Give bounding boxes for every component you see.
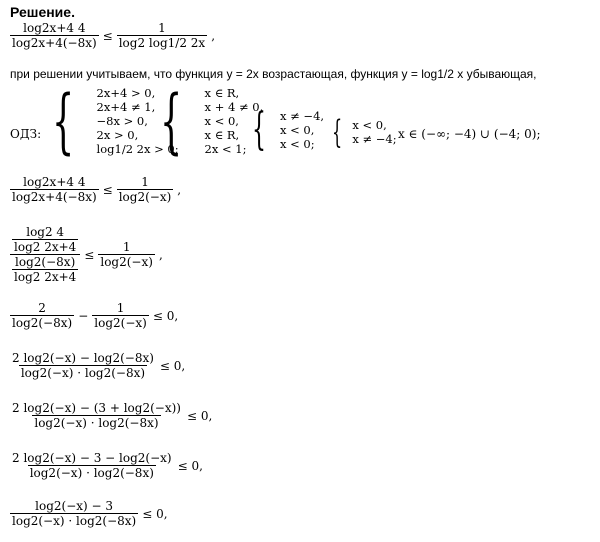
fraction-numerator: log2x+4 4 <box>23 175 86 189</box>
operator-sign: − <box>78 308 89 323</box>
system-condition: 2x+4 > 0, <box>96 86 156 100</box>
fraction-numerator: 2 log2(−x) − (3 + log2(−x)) <box>12 401 181 415</box>
system-condition: x < 0, <box>352 118 387 132</box>
relation-sign: ≤ <box>102 28 113 43</box>
solution-heading: Решение. <box>10 4 75 20</box>
inner-fraction <box>12 226 78 253</box>
fraction-denominator: log2(−x) · log2(−8x) <box>29 466 154 480</box>
compound-fraction <box>10 226 80 283</box>
fraction-numerator: log2(−8x) <box>15 255 76 269</box>
step-1 <box>10 176 181 203</box>
fraction-numerator: 1 <box>116 301 125 315</box>
fraction-denominator: log2x+4(−8x) <box>12 36 97 50</box>
fraction-numerator: 1 <box>122 240 131 254</box>
odz-system-3 <box>252 104 325 155</box>
system-condition: x ≠ −4; <box>352 132 397 146</box>
fraction-numerator: log2 4 <box>26 225 65 239</box>
fraction <box>10 500 138 527</box>
system-condition: log1/2 2x > 0; <box>96 142 179 156</box>
fraction-denominator: log2(−x) · log2(−8x) <box>20 366 146 380</box>
step-2 <box>10 226 163 283</box>
relation-sign: ≤ <box>84 247 95 262</box>
odz-system-4 <box>332 113 397 151</box>
relation-sign: ≤ 0, <box>142 506 168 521</box>
fraction-denominator: log2(−x) <box>94 316 147 330</box>
punctuation: , <box>158 247 163 262</box>
left-brace-icon: { <box>332 113 343 151</box>
system-condition: 2x+4 ≠ 1, <box>96 100 156 114</box>
fraction-numerator: log2(−x) − 3 <box>35 499 114 513</box>
punctuation: , <box>211 28 216 43</box>
left-brace-icon: { <box>52 80 75 162</box>
fraction-denominator: log2 2x+4 <box>14 270 77 284</box>
inequality-original <box>10 22 215 49</box>
fraction-denominator: log2(−x) <box>100 255 153 269</box>
punctuation: , <box>177 182 182 197</box>
fraction-right <box>98 241 155 268</box>
fraction-denominator: log2(−8x) <box>12 316 73 330</box>
fraction-left <box>10 302 74 329</box>
fraction-denominator: log2(−x) · log2(−8x) <box>12 514 137 528</box>
left-brace-icon: { <box>252 104 266 155</box>
system-condition: x ∈ R, <box>204 128 240 142</box>
relation-sign: ≤ <box>102 182 113 197</box>
fraction-denominator: log2 2x+4 <box>14 240 77 254</box>
fraction-numerator <box>10 226 80 254</box>
relation-sign: ≤ 0, <box>186 408 213 423</box>
fraction-denominator <box>10 254 80 283</box>
fraction <box>10 352 156 379</box>
relation-sign: ≤ 0, <box>159 358 186 373</box>
fraction-numerator: 1 <box>141 175 149 189</box>
fraction-denominator: log2(−x) <box>118 190 172 204</box>
fraction-numerator: log2x+4 4 <box>23 21 86 35</box>
fraction-denominator: log2x+4(−8x) <box>12 190 97 204</box>
fraction-left <box>10 22 99 49</box>
system-condition: x + 4 ≠ 0, <box>204 100 264 114</box>
step-7 <box>10 500 168 527</box>
odz-system-2 <box>160 80 264 162</box>
system-condition: x ≠ −4, <box>280 109 325 123</box>
fraction-numerator: 2 <box>38 301 46 315</box>
system-condition: x < 0, <box>204 114 239 128</box>
fraction-numerator: 2 log2(−x) − 3 − log2(−x) <box>12 451 172 465</box>
fraction-right <box>117 176 174 203</box>
left-brace-icon: { <box>160 80 183 162</box>
fraction <box>10 452 174 479</box>
fraction-right <box>117 22 207 49</box>
fraction-denominator: log2(−x) · log2(−8x) <box>34 416 159 430</box>
relation-sign: ≤ 0, <box>177 458 203 473</box>
system-condition: x < 0, <box>280 123 315 137</box>
step-6 <box>10 452 203 479</box>
system-condition: x ∈ R, <box>204 86 240 100</box>
inner-fraction <box>12 256 78 283</box>
step-5 <box>10 402 212 429</box>
fraction-numerator: 1 <box>158 21 166 35</box>
relation-sign: ≤ 0, <box>152 308 179 323</box>
odz-label: ОДЗ: <box>10 127 42 141</box>
fraction-left <box>10 176 99 203</box>
fraction-right <box>92 302 149 329</box>
monotonicity-note: при решении учитываем, что функция y = 2x возрастающая, функция y = log1/2 x убывающая, <box>10 67 537 81</box>
step-3 <box>10 302 178 329</box>
system-condition: 2x > 0, <box>96 128 139 142</box>
step-4 <box>10 352 185 379</box>
system-condition: −8x > 0, <box>96 114 148 128</box>
odz-result: x ∈ (−∞; −4) ∪ (−4; 0); <box>398 127 541 141</box>
fraction <box>10 402 183 429</box>
fraction-denominator: log2 log1/2 2x <box>118 36 206 50</box>
fraction-numerator: 2 log2(−x) − log2(−8x) <box>12 351 154 365</box>
system-condition: 2x < 1; <box>204 142 247 156</box>
system-condition: x < 0; <box>280 137 315 151</box>
